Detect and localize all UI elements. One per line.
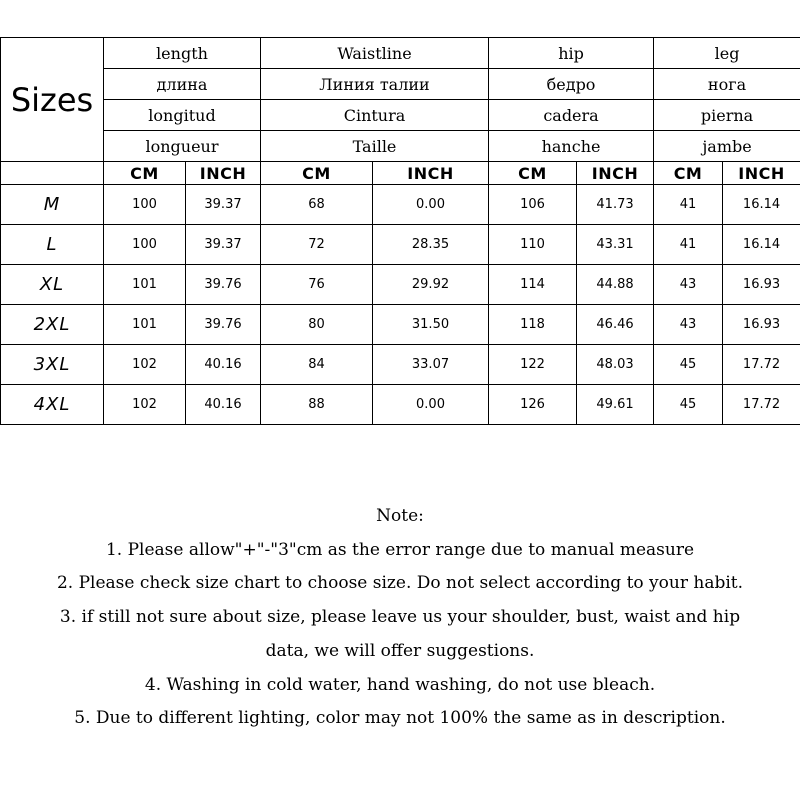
leg-cm-cell: 41 xyxy=(654,185,723,225)
size-label: L xyxy=(1,225,104,265)
waistline-cm-cell: 84 xyxy=(261,345,373,385)
header-hip-ru: бедро xyxy=(489,69,654,100)
unit-hip-cm: CM xyxy=(489,162,577,185)
unit-length-cm: CM xyxy=(104,162,186,185)
header-row-fr xyxy=(1,131,800,162)
waistline-cm-cell: 76 xyxy=(261,265,373,305)
length-cm-cell: 100 xyxy=(104,225,186,265)
hip-cm-cell: 118 xyxy=(489,305,577,345)
leg-cm-cell: 45 xyxy=(654,385,723,425)
waistline-cm-cell: 72 xyxy=(261,225,373,265)
header-length-ru: длина xyxy=(104,69,261,100)
leg-cm-cell: 41 xyxy=(654,225,723,265)
leg-cm-cell: 45 xyxy=(654,345,723,385)
hip-cm-cell: 114 xyxy=(489,265,577,305)
table-row xyxy=(1,345,800,385)
note-line: 3. if still not sure about size, please leave us your shoulder, bust, waist and hip xyxy=(59,607,741,628)
hip-inch-cell: 48.03 xyxy=(577,345,654,385)
hip-inch-cell: 43.31 xyxy=(577,225,654,265)
length-cm-cell: 100 xyxy=(104,185,186,225)
header-length-es: longitud xyxy=(104,100,261,131)
note-line: 1. Please allow"+"-"3"cm as the error range due to manual measure xyxy=(105,539,695,560)
unit-row xyxy=(1,162,800,185)
header-length-en: length xyxy=(104,38,261,69)
table-row xyxy=(1,305,800,345)
leg-inch-cell: 16.14 xyxy=(723,185,800,225)
waistline-inch-cell: 28.35 xyxy=(373,225,489,265)
header-row-en xyxy=(1,38,800,69)
table-row xyxy=(1,385,800,425)
hip-cm-cell: 122 xyxy=(489,345,577,385)
notes-section xyxy=(0,500,800,736)
note-line: 4. Washing in cold water, hand washing, do not use bleach. xyxy=(144,674,656,695)
waistline-cm-cell: 68 xyxy=(261,185,373,225)
length-inch-cell: 40.16 xyxy=(186,385,261,425)
table-row xyxy=(1,225,800,265)
header-leg-en: leg xyxy=(654,38,800,69)
hip-cm-cell: 110 xyxy=(489,225,577,265)
waistline-inch-cell: 29.92 xyxy=(373,265,489,305)
waistline-inch-cell: 33.07 xyxy=(373,345,489,385)
note-line: 5. Due to different lighting, color may not 100% the same as in description. xyxy=(74,708,726,729)
leg-inch-cell: 16.14 xyxy=(723,225,800,265)
header-leg-ru: нога xyxy=(654,69,800,100)
length-inch-cell: 40.16 xyxy=(186,345,261,385)
note-line: 2. Please check size chart to choose size. Do not select according to your habit. xyxy=(56,573,744,594)
hip-inch-cell: 49.61 xyxy=(577,385,654,425)
length-inch-cell: 39.76 xyxy=(186,265,261,305)
leg-inch-cell: 16.93 xyxy=(723,265,800,305)
size-label: 2XL xyxy=(1,305,104,345)
waistline-inch-cell: 0.00 xyxy=(373,185,489,225)
size-label: M xyxy=(1,185,104,225)
leg-inch-cell: 17.72 xyxy=(723,345,800,385)
unit-leg-inch: INCH xyxy=(723,162,800,185)
header-leg-fr: jambe xyxy=(654,131,800,162)
header-row-es xyxy=(1,100,800,131)
size-label: 3XL xyxy=(1,345,104,385)
notes-title: Note: xyxy=(376,506,424,526)
header-hip-en: hip xyxy=(489,38,654,69)
hip-cm-cell: 126 xyxy=(489,385,577,425)
length-cm-cell: 101 xyxy=(104,305,186,345)
unit-hip-inch: INCH xyxy=(577,162,654,185)
leg-inch-cell: 17.72 xyxy=(723,385,800,425)
unit-waistline-cm: CM xyxy=(261,162,373,185)
header-hip-es: cadera xyxy=(489,100,654,131)
leg-cm-cell: 43 xyxy=(654,305,723,345)
header-waistline-en: Waistline xyxy=(261,38,489,69)
hip-cm-cell: 106 xyxy=(489,185,577,225)
unit-corner-cell xyxy=(1,162,104,185)
unit-length-inch: INCH xyxy=(186,162,261,185)
waistline-inch-cell: 0.00 xyxy=(373,385,489,425)
size-chart-table xyxy=(0,37,800,425)
note-line: data, we will offer suggestions. xyxy=(265,640,535,661)
length-cm-cell: 101 xyxy=(104,265,186,305)
unit-leg-cm: CM xyxy=(654,162,723,185)
header-hip-fr: hanche xyxy=(489,131,654,162)
size-label: XL xyxy=(1,265,104,305)
table-row xyxy=(1,265,800,305)
length-cm-cell: 102 xyxy=(104,385,186,425)
table-row xyxy=(1,185,800,225)
unit-waistline-inch: INCH xyxy=(373,162,489,185)
hip-inch-cell: 41.73 xyxy=(577,185,654,225)
header-waistline-fr: Taille xyxy=(261,131,489,162)
hip-inch-cell: 46.46 xyxy=(577,305,654,345)
length-cm-cell: 102 xyxy=(104,345,186,385)
header-row-ru xyxy=(1,69,800,100)
length-inch-cell: 39.76 xyxy=(186,305,261,345)
header-waistline-es: Cintura xyxy=(261,100,489,131)
length-inch-cell: 39.37 xyxy=(186,225,261,265)
waistline-cm-cell: 88 xyxy=(261,385,373,425)
leg-cm-cell: 43 xyxy=(654,265,723,305)
header-length-fr: longueur xyxy=(104,131,261,162)
waistline-inch-cell: 31.50 xyxy=(373,305,489,345)
length-inch-cell: 39.37 xyxy=(186,185,261,225)
header-waistline-ru: Линия талии xyxy=(261,69,489,100)
waistline-cm-cell: 80 xyxy=(261,305,373,345)
hip-inch-cell: 44.88 xyxy=(577,265,654,305)
size-label: 4XL xyxy=(1,385,104,425)
leg-inch-cell: 16.93 xyxy=(723,305,800,345)
header-leg-es: pierna xyxy=(654,100,800,131)
sizes-title: Sizes xyxy=(1,38,104,162)
